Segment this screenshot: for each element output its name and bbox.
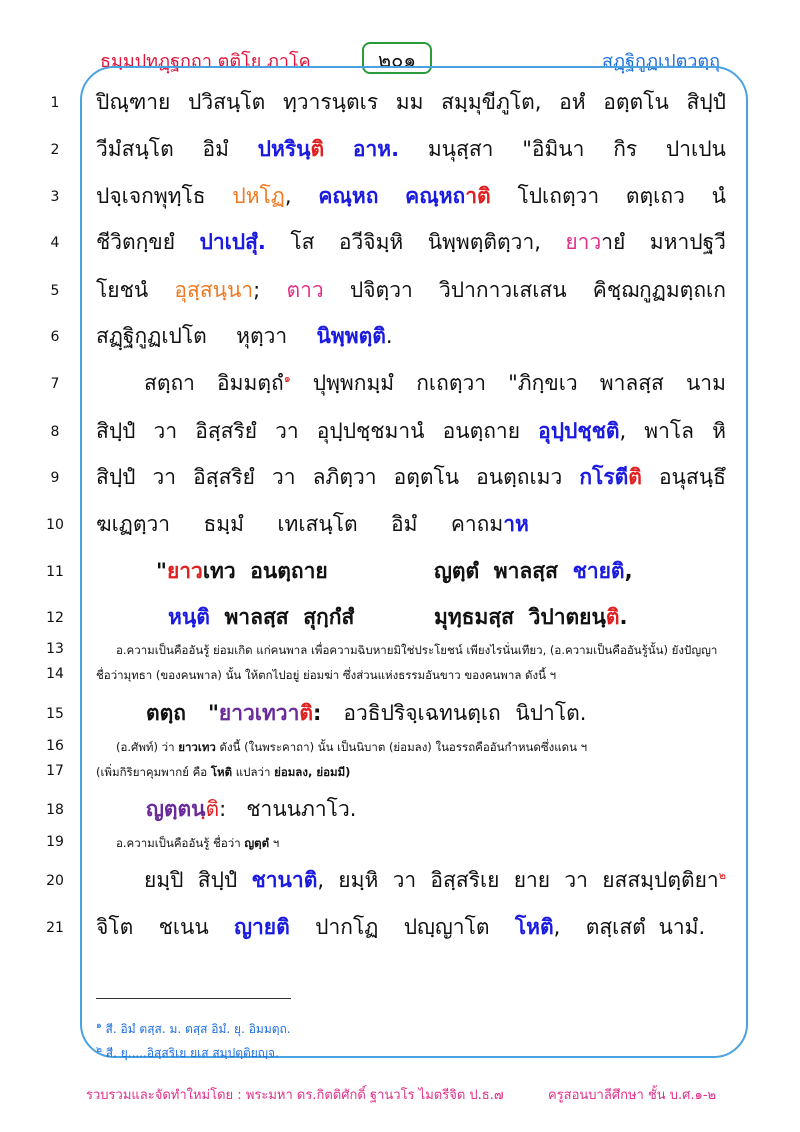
text-line-9: สิปฺปํ วา อิสฺสริยํ วา ลภิตฺวา อตฺตโน อนตฺถเมว กโรตีติ อนุสนฺธึ xyxy=(96,465,726,489)
line-number: 8 xyxy=(50,424,60,440)
text-line-20: ยมฺปิ สิปฺปํ ชานาติ, ยมฺหิ วา อิสฺสริเย ยาย วา ยสสมฺปตฺติยา$^๒$ xyxy=(144,868,726,892)
footnote-1: $^๑$ สี. อิมํ ตสฺส. ม. ตสฺส อิมํ. ยุ. อิมมตฺถ. xyxy=(96,1021,291,1036)
footnote-marker-2[interactable]: ๒ xyxy=(718,869,726,882)
text-line-7: สตฺถา อิมมตฺถ$^๑$ ปุพฺพกมฺมํ กเถตฺวา "ภิกฺขเว พาลสฺส นาม xyxy=(144,371,726,395)
text-line-4: ชีวิตกฺขยํ ปาเปสุํ. โส อวีจิมฺหิ นิพฺพตฺติตฺวา, ยาวายํ มหาปฐวี xyxy=(96,230,726,254)
section-title: สฏฺฐิกูฏเปตวตฺถุ xyxy=(602,51,720,72)
line-number: 20 xyxy=(46,873,64,889)
translation-line-17: (เพิ่มกิริยาคุมพากย์ คือ โหติ แปลว่า ย่อมลง, ย่อมมี) xyxy=(96,765,351,779)
footnote-divider xyxy=(96,998,291,999)
footer-credit: รวบรวมและจัดทำใหม่โดย : พระมหา ดร.กิตติศักดิ์ ฐานวโร ไมตรีจิต ป.ธ.๗ xyxy=(86,1088,504,1103)
text-line-6: สฏฺฐิกูฏเปโต หุตฺวา นิพฺพตฺติ. xyxy=(96,324,393,348)
translation-line-16: (อ.ศัพท์) ว่า ยาวเทว ดังนี้ (ในพระคาถา) นั้น เป็นนิบาต (ย่อมลง) ในอรรถคืออันกำหนดซึ่งแดน ฯ xyxy=(116,740,588,754)
line-number: 2 xyxy=(50,142,60,158)
line-number: 10 xyxy=(46,517,64,533)
line-number: 4 xyxy=(50,235,60,251)
text-line-8: สิปฺปํ วา อิสฺสริยํ วา อุปฺปชฺชมานํ อนตฺถาย อุปฺปชฺชติ, พาโล หิ xyxy=(96,419,726,443)
verse-line-1: "ยาวเทว อนตฺถาย ญตฺตํ พาลสฺส ชายติ, xyxy=(156,559,633,583)
line-number: 16 xyxy=(46,738,64,754)
book-title: ธมฺมปทฏฺฐกถา ตติโย ภาโค xyxy=(100,51,311,72)
text-line-2: วีมํสนฺโต อิมํ ปหรินฺติ อาห. มนุสฺสา "อิมินา กิร ปาเปน xyxy=(96,137,726,161)
line-number: 13 xyxy=(46,641,64,657)
line-number: 14 xyxy=(46,666,64,682)
page-number: ๒๐๑ xyxy=(362,42,432,74)
translation-line-19: อ.ความเป็นคืออันรู้ ชื่อว่า ญตฺตํ ฯ xyxy=(116,836,280,850)
line-number: 21 xyxy=(46,920,64,936)
text-line-18: ญตฺตนฺติ: ชานนภาโว. xyxy=(146,797,357,821)
line-number: 1 xyxy=(50,95,60,111)
text-line-3: ปจฺเจกพุทฺโธ ปหโฏ, คณฺหถ คณฺหถาติ โปเถตฺวา ตตฺเถว นํ xyxy=(96,184,726,208)
translation-line-14: ชื่อว่ามุทธา (ของคนพาล) นั้น ให้ตกไปอยู่ ย่อมฆ่า ซึ่งส่วนแห่งธรรมอันขาว ของคนพาล ดังนี้ ฯ xyxy=(96,668,557,682)
translation-line-13: อ.ความเป็นคืออันรู้ ย่อมเกิด แก่คนพาล เพื่อความฉิบหายมิใช่ประโยชน์ เพียงไรนั่นเทียว, (อ.ความเป็นคืออันรู้นั้น) ยังปัญญา xyxy=(116,643,718,657)
line-number: 7 xyxy=(50,376,60,392)
line-number: 17 xyxy=(46,763,64,779)
text-line-5: โยชนํ อุสฺสนฺนา; ตาว ปจิตฺวา วิปากาวเสเสน คิชฺฌกูฏมตฺถเก xyxy=(96,278,726,302)
line-number: 18 xyxy=(46,802,64,818)
text-line-21: จิโต ชเนน ญายติ ปากโฏ ปญฺญาโต โหติ, ตสฺเสตํ นามํ. xyxy=(96,915,706,939)
line-number: 5 xyxy=(50,283,60,299)
text-line-15: ตตฺถ "ยาวเทวาติ: อวธิปริจฺเฉทนตฺเถ นิปาโต. xyxy=(146,701,587,725)
text-line-10: ฆเฏตฺวา ธมฺมํ เทเสนฺโต อิมํ คาถมาห xyxy=(96,512,529,536)
line-number: 12 xyxy=(46,610,64,626)
verse-line-2: หนฺติ พาลสฺส สุกฺกํสํ มุทฺธมสฺส วิปาตยนฺติ. xyxy=(168,605,628,629)
line-number: 19 xyxy=(46,834,64,850)
footnote-marker-1[interactable]: ๑ xyxy=(283,372,291,385)
footnote-2: $^๒$ สี. ยุ.....อิสฺสริเย ยเส สมฺปตฺติยญฺจ. xyxy=(96,1045,279,1060)
line-number: 6 xyxy=(50,329,60,345)
line-number: 15 xyxy=(46,706,64,722)
line-number: 9 xyxy=(50,470,60,486)
line-number: 11 xyxy=(46,564,64,580)
line-number: 3 xyxy=(50,189,60,205)
footer-course: ครูสอนบาลีศึกษา ชั้น บ.ศ.๑-๒ xyxy=(548,1088,717,1103)
text-line-1: ปิณฺฑาย ปวิสนฺโต ทฺวารนฺตเร มม สมฺมุขีภูโต, อหํ อตฺตโน สิปฺปํ xyxy=(96,90,726,114)
